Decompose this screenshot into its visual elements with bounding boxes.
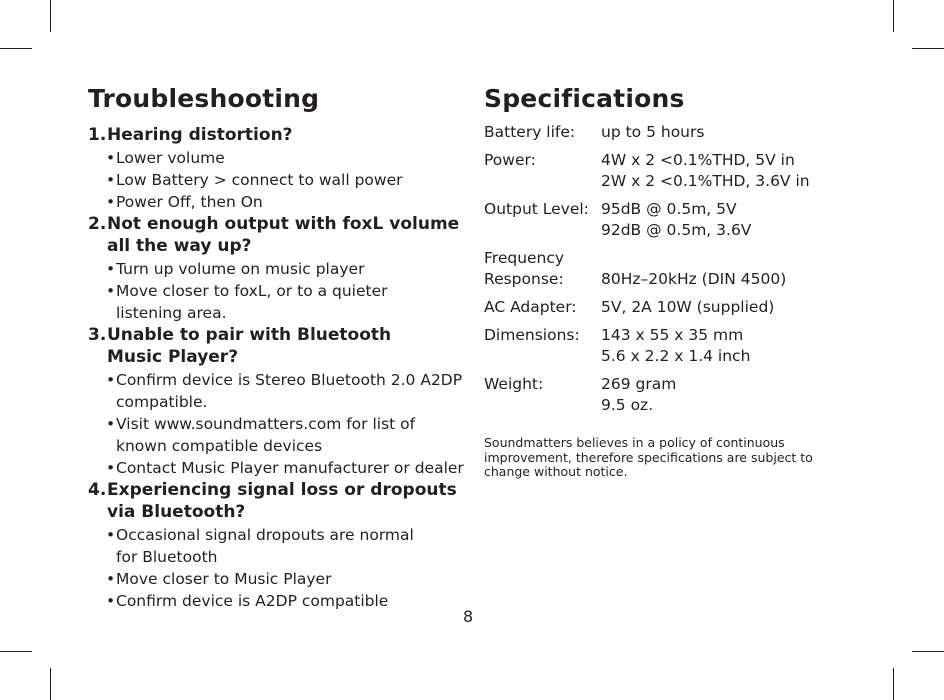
troubleshooting-question xyxy=(88,124,468,147)
crop-mark-top-left-horizontal xyxy=(0,48,32,49)
bullet-line: • Low Battery > connect to wall power xyxy=(116,170,403,189)
spec-values xyxy=(601,150,810,192)
spec-label-line: Output Level: xyxy=(484,200,589,218)
bullet-item xyxy=(88,457,468,479)
troubleshooting-question xyxy=(88,324,468,369)
bullet-line: listening area. xyxy=(116,303,227,322)
question-line: Unable to pair with Bluetooth xyxy=(107,324,392,345)
bullet-line: • Occasional signal dropouts are normal xyxy=(116,525,414,544)
troubleshooting-item xyxy=(88,324,468,479)
crop-mark-top-right-horizontal xyxy=(912,48,944,49)
spec-label xyxy=(484,248,601,290)
spec-row xyxy=(484,199,814,241)
crop-mark-bottom-right-horizontal xyxy=(912,651,944,652)
bullet-item xyxy=(88,258,468,280)
bullet-line: • Power Off, then On xyxy=(116,192,263,211)
troubleshooting-item xyxy=(88,213,468,324)
troubleshooting-question xyxy=(88,479,468,524)
spec-label xyxy=(484,150,601,192)
spec-label-line: Battery life: xyxy=(484,123,576,141)
troubleshooting-bullets xyxy=(88,524,468,612)
troubleshooting-question xyxy=(88,213,468,258)
question-number: 4. xyxy=(88,479,107,500)
troubleshooting-item xyxy=(88,479,468,612)
spec-label-line: AC Adapter: xyxy=(484,298,577,316)
spec-value: 143 x 55 x 35 mm xyxy=(601,326,744,344)
bullet-item xyxy=(88,280,468,324)
bullet-line: • Confirm device is Stereo Bluetooth 2.0 A2DP xyxy=(116,370,463,389)
bullet-item xyxy=(88,369,468,413)
spec-values xyxy=(601,122,704,143)
question-line: Music Player? xyxy=(107,347,239,367)
crop-mark-bottom-right-vertical xyxy=(893,668,894,700)
spec-value: 2W x 2 <0.1%THD, 3.6V in xyxy=(601,172,810,190)
bullet-line: • Visit www.soundmatters.com for list of xyxy=(116,414,416,433)
spec-row xyxy=(484,325,814,367)
bullet-item xyxy=(88,169,468,191)
bullet-item xyxy=(88,590,468,612)
spec-label-line: Dimensions: xyxy=(484,326,580,344)
spec-value: 95dB @ 0.5m, 5V xyxy=(601,200,737,218)
bullet-line: • Move closer to Music Player xyxy=(116,569,332,588)
bullet-line: compatible. xyxy=(116,392,208,411)
question-line: Not enough output with foxL volume xyxy=(107,213,460,234)
spec-row xyxy=(484,374,814,416)
spec-row xyxy=(484,150,814,192)
spec-values xyxy=(601,297,774,318)
specifications-notice: Soundmatters believes in a policy of continuous improvement, therefore specifications are subject to change without notice. xyxy=(484,435,813,479)
specifications-table xyxy=(484,122,814,423)
bullet-item xyxy=(88,191,468,213)
troubleshooting-item xyxy=(88,124,468,213)
spec-value: up to 5 hours xyxy=(601,123,705,141)
troubleshooting-title: Troubleshooting xyxy=(88,84,320,113)
spec-label xyxy=(484,374,601,416)
bullet-item xyxy=(88,524,468,568)
spec-label-line: Weight: xyxy=(484,375,544,393)
bullet-line: known compatible devices xyxy=(116,436,323,455)
bullet-line: • Lower volume xyxy=(116,148,225,167)
question-number: 1. xyxy=(88,125,107,145)
bullet-line: • Contact Music Player manufacturer or dealer xyxy=(116,458,464,477)
spec-value: 269 gram xyxy=(601,375,677,393)
spec-values xyxy=(601,248,786,290)
bullet-item xyxy=(88,147,468,169)
spec-label xyxy=(484,297,601,318)
spec-row xyxy=(484,122,814,143)
question-line: via Bluetooth? xyxy=(107,502,246,522)
question-number: 2. xyxy=(88,213,107,234)
bullet-line: • Move closer to foxL, or to a quieter xyxy=(116,281,388,300)
bullet-line: for Bluetooth xyxy=(116,547,218,566)
question-number: 3. xyxy=(88,324,107,345)
spec-label-line: Power: xyxy=(484,151,536,169)
spec-row xyxy=(484,297,814,318)
spec-label-line: Response: xyxy=(484,270,564,288)
question-line: Hearing distortion? xyxy=(107,125,293,145)
bullet-line: • Confirm device is A2DP compatible xyxy=(116,591,389,610)
bullet-item xyxy=(88,568,468,590)
spec-label xyxy=(484,325,601,367)
troubleshooting-bullets xyxy=(88,258,468,324)
spec-value xyxy=(601,248,786,269)
spec-values xyxy=(601,199,751,241)
spec-value: 92dB @ 0.5m, 3.6V xyxy=(601,221,752,239)
spec-label-line: Frequency xyxy=(484,249,565,267)
spec-value: 5V, 2A 10W (supplied) xyxy=(601,298,775,316)
question-line: Experiencing signal loss or dropouts xyxy=(107,479,457,500)
troubleshooting-bullets xyxy=(88,369,468,479)
spec-value: 9.5 oz. xyxy=(601,396,654,414)
spec-value: 80Hz–20kHz (DIN 4500) xyxy=(601,270,787,288)
question-line: all the way up? xyxy=(107,236,252,256)
spec-values xyxy=(601,374,676,416)
troubleshooting-bullets xyxy=(88,147,468,213)
crop-mark-bottom-left-vertical xyxy=(50,668,51,700)
specifications-title: Specifications xyxy=(484,84,685,113)
bullet-line: • Turn up volume on music player xyxy=(116,259,365,278)
spec-values xyxy=(601,325,750,367)
spec-value: 4W x 2 <0.1%THD, 5V in xyxy=(601,151,795,169)
page-number: 8 xyxy=(463,607,474,626)
crop-mark-top-right-vertical xyxy=(893,0,894,32)
troubleshooting-list xyxy=(88,124,468,612)
spec-value: 5.6 x 2.2 x 1.4 inch xyxy=(601,347,751,365)
spec-row xyxy=(484,248,814,290)
spec-label xyxy=(484,122,601,143)
crop-mark-bottom-left-horizontal xyxy=(0,651,32,652)
crop-mark-top-left-vertical xyxy=(50,0,51,32)
bullet-item xyxy=(88,413,468,457)
spec-label xyxy=(484,199,601,241)
